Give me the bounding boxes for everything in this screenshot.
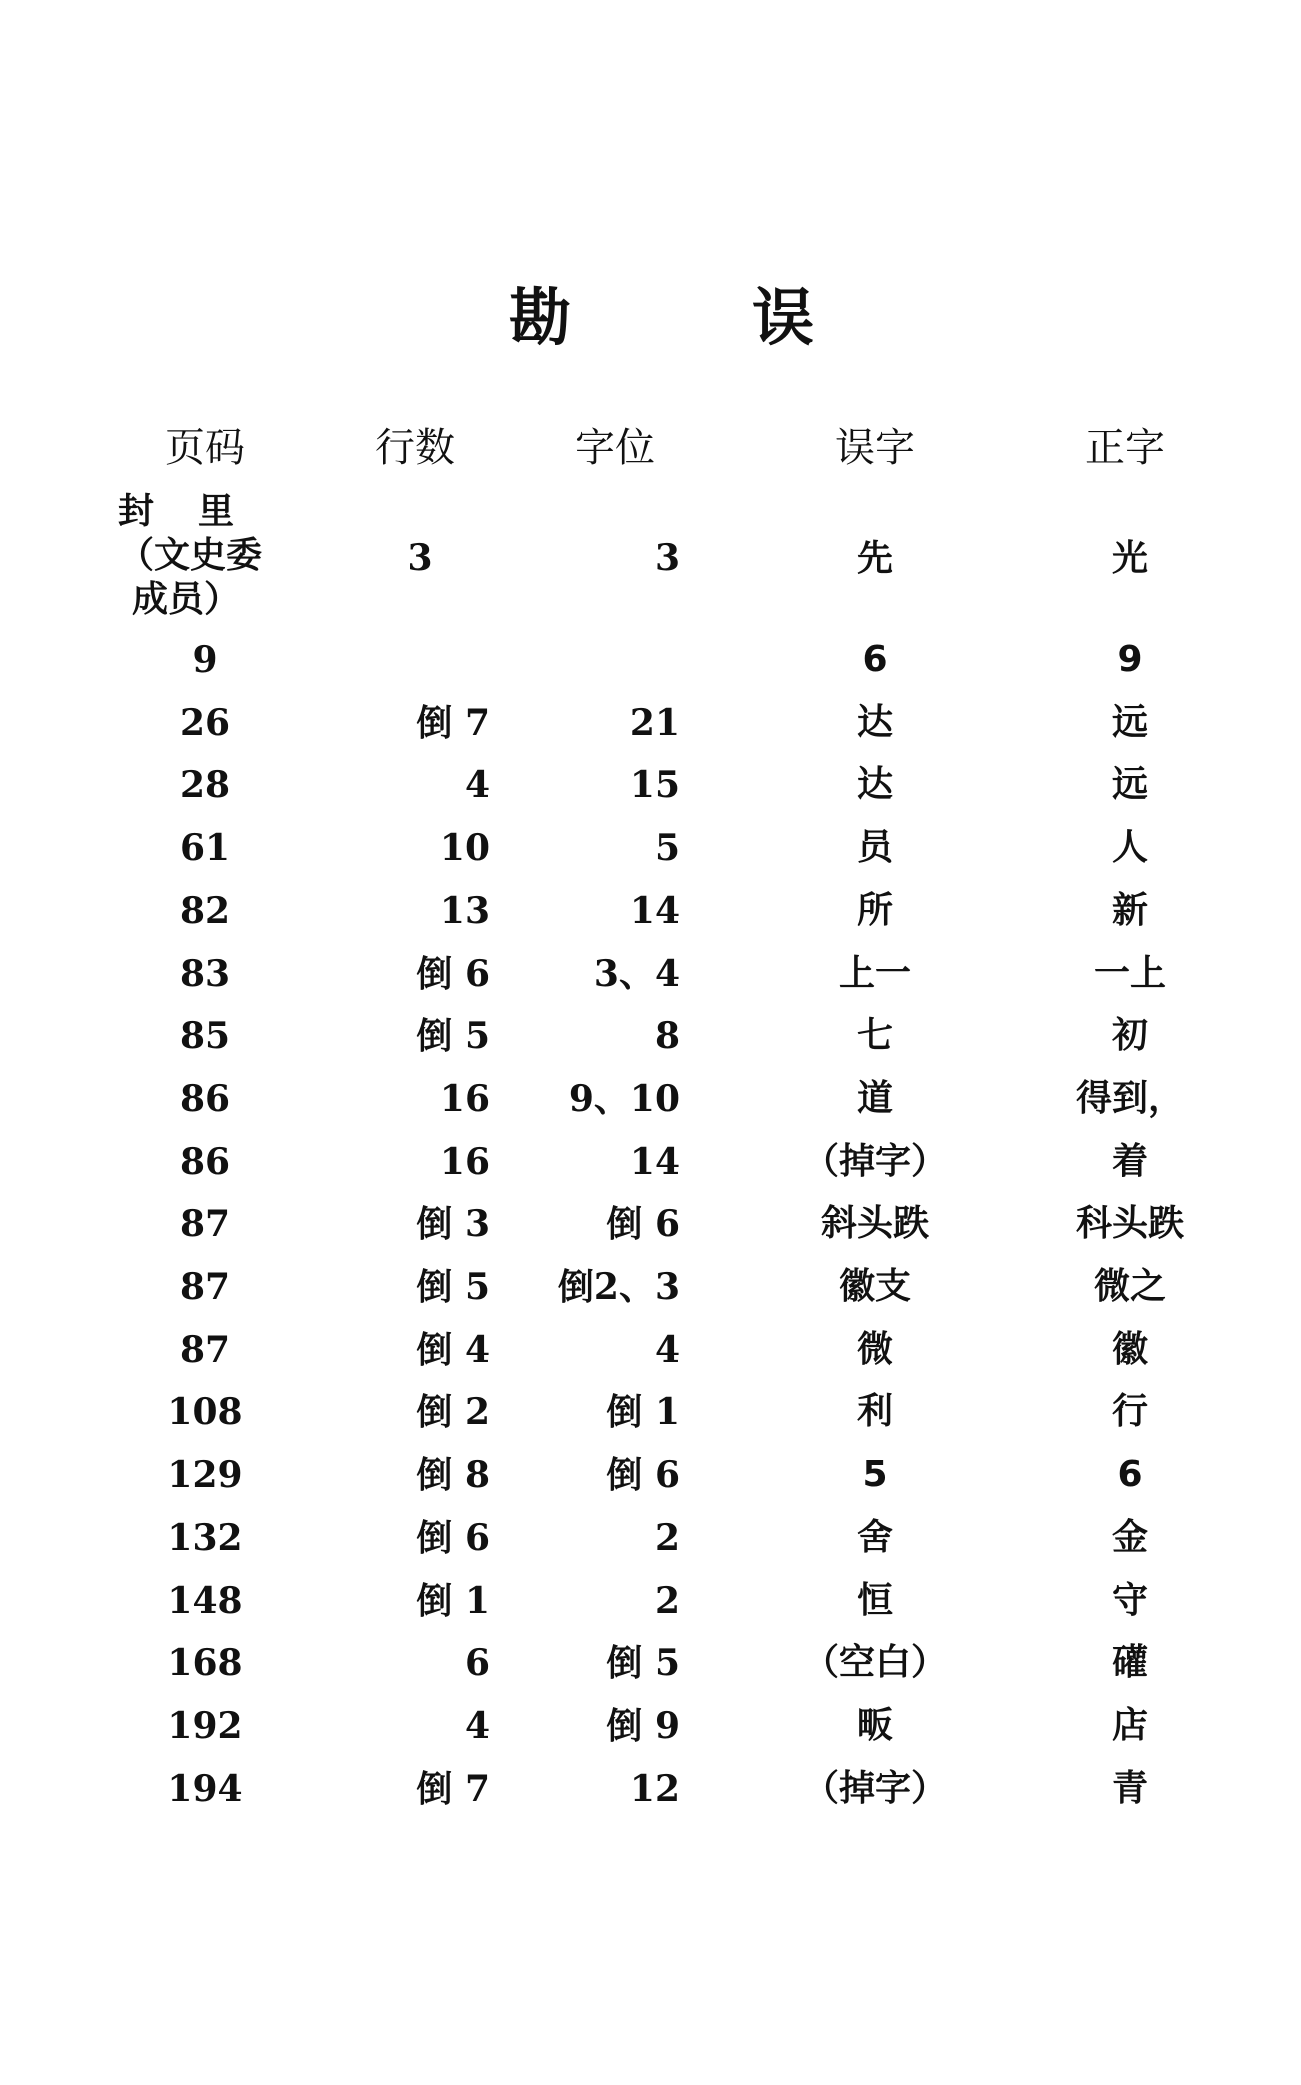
- wrong-cell: 斜头跌: [820, 1203, 929, 1244]
- page-cell: 87: [179, 1329, 231, 1371]
- position-cell: 倒2、3: [557, 1266, 680, 1308]
- correct-cell: 微之: [1093, 1266, 1166, 1307]
- position-cell: 倒 9: [606, 1705, 680, 1747]
- line-cell: 倒 3: [416, 1203, 490, 1245]
- wrong-cell: 先: [856, 537, 893, 579]
- table-row: [0, 630, 1301, 690]
- correct-cell: 远: [1111, 702, 1148, 743]
- position-cell: 8: [654, 1015, 680, 1057]
- page-cell: 108: [167, 1391, 243, 1433]
- table-row: [0, 881, 1301, 941]
- page-cell: 61: [179, 827, 231, 869]
- page-cell: 82: [179, 890, 231, 932]
- table-row: [0, 1320, 1301, 1380]
- line-cell: 16: [439, 1078, 490, 1120]
- page-cell: 28: [179, 764, 231, 806]
- correct-cell: 科头跌: [1075, 1203, 1184, 1244]
- page-cell-cover: [118, 490, 298, 622]
- table-row: [0, 1194, 1301, 1254]
- wrong-cell: 上一: [838, 953, 911, 994]
- wrong-cell: 微: [856, 1329, 893, 1370]
- position-cell: 5: [654, 827, 680, 869]
- position-cell: 倒 6: [606, 1454, 680, 1496]
- page-line-3: 成员）: [132, 579, 241, 620]
- line-cell: 倒 7: [416, 1768, 490, 1810]
- page-line-2: （文史委: [118, 535, 263, 576]
- table-row: [0, 1696, 1301, 1756]
- position-cell: 倒 1: [606, 1391, 680, 1433]
- header-line: 行数: [375, 425, 455, 471]
- correct-cell: 徽: [1111, 1329, 1148, 1370]
- correct-cell: 守: [1111, 1580, 1148, 1621]
- line-cell: 倒 4: [416, 1329, 490, 1371]
- page-cell: 194: [167, 1768, 243, 1810]
- line-cell: 倒 1: [416, 1580, 490, 1622]
- correct-cell: 6: [1117, 1454, 1143, 1495]
- correct-cell: 青: [1111, 1768, 1148, 1809]
- table-row: [0, 818, 1301, 878]
- table-row: [0, 1382, 1301, 1442]
- correct-cell: 着: [1111, 1141, 1148, 1182]
- wrong-cell: 道: [856, 1078, 893, 1119]
- wrong-cell: 员: [856, 827, 893, 868]
- line-cell: 倒 7: [416, 702, 490, 744]
- position-cell: 21: [629, 702, 680, 744]
- table-row: [0, 1633, 1301, 1693]
- line-cell: 6: [464, 1642, 490, 1684]
- table-row: [0, 1006, 1301, 1066]
- position-cell: 4: [654, 1329, 680, 1371]
- correct-cell: 远: [1111, 764, 1148, 805]
- position-cell: 3、4: [593, 953, 680, 995]
- page-cell: 148: [167, 1580, 243, 1622]
- page-cell: 85: [179, 1015, 231, 1057]
- line-cell: 倒 6: [416, 953, 490, 995]
- title-char-1: 勘: [508, 281, 571, 354]
- page-cell: 192: [167, 1705, 243, 1747]
- position-cell: 15: [629, 764, 680, 806]
- header-position: 字位: [575, 425, 655, 471]
- line-cell: 倒 5: [416, 1015, 490, 1057]
- table-row: [0, 944, 1301, 1004]
- wrong-cell: 利: [856, 1391, 893, 1432]
- table-row: [0, 1257, 1301, 1317]
- correct-cell: 初: [1111, 1015, 1148, 1056]
- line-cell: 倒 6: [416, 1517, 490, 1559]
- wrong-cell: 达: [856, 702, 893, 743]
- table-row: [0, 755, 1301, 815]
- wrong-cell: 6: [862, 639, 888, 680]
- wrong-cell: 达: [856, 764, 893, 805]
- wrong-cell: 所: [856, 890, 893, 931]
- position-cell: 14: [629, 1141, 680, 1183]
- correct-cell: 人: [1111, 827, 1148, 868]
- page-cell: 86: [179, 1078, 231, 1120]
- header-wrong: 误字: [835, 425, 915, 471]
- table-row: [0, 1508, 1301, 1568]
- position-cell: 14: [629, 890, 680, 932]
- correct-cell: 新: [1111, 890, 1148, 931]
- table-row: [0, 1759, 1301, 1819]
- line-cell: 倒 5: [416, 1266, 490, 1308]
- line-cell: 4: [464, 1705, 490, 1747]
- correct-cell: 礶: [1111, 1642, 1148, 1683]
- wrong-cell: 徽支: [838, 1266, 911, 1307]
- page-cell: 9: [192, 639, 218, 681]
- line-cell: 13: [439, 890, 490, 932]
- wrong-cell: 恒: [856, 1580, 893, 1621]
- correct-cell: 得到，: [1075, 1078, 1184, 1119]
- line-cell: 10: [439, 827, 490, 869]
- table-header-row: [0, 418, 1301, 478]
- page-cell: 168: [167, 1642, 243, 1684]
- correct-cell: 一上: [1093, 953, 1166, 994]
- page-cell: 26: [179, 702, 231, 744]
- wrong-cell: 5: [862, 1454, 888, 1495]
- position-cell: 倒 6: [606, 1203, 680, 1245]
- correct-cell: 光: [1111, 537, 1148, 579]
- wrong-cell: （掉字）: [802, 1768, 947, 1809]
- table-row: [0, 1132, 1301, 1192]
- page-line-1: 封里: [118, 491, 279, 532]
- table-row: [0, 1069, 1301, 1129]
- wrong-cell: （空白）: [802, 1642, 947, 1683]
- position-cell: [540, 630, 680, 690]
- position-cell: 倒 5: [606, 1642, 680, 1684]
- table-row: [0, 693, 1301, 753]
- wrong-cell: 舍: [856, 1517, 893, 1558]
- page-cell: 132: [167, 1517, 243, 1559]
- position-cell: 12: [629, 1768, 680, 1810]
- table-row: [0, 1571, 1301, 1631]
- line-cell: 倒 2: [416, 1391, 490, 1433]
- line-cell: 16: [439, 1141, 490, 1183]
- position-cell: 2: [654, 1580, 680, 1622]
- correct-cell: 金: [1111, 1517, 1148, 1558]
- line-cell: 4: [464, 764, 490, 806]
- page-cell: 86: [179, 1141, 231, 1183]
- position-cell: 3: [654, 537, 680, 579]
- title-char-2: 误: [751, 281, 814, 354]
- page-cell: 87: [179, 1266, 231, 1308]
- correct-cell: 9: [1117, 639, 1143, 680]
- header-correct: 正字: [1085, 425, 1165, 471]
- wrong-cell: 七: [856, 1015, 893, 1056]
- wrong-cell: （掉字）: [802, 1141, 947, 1182]
- line-cell: [330, 630, 490, 690]
- correct-cell: 行: [1111, 1391, 1148, 1432]
- wrong-cell: 畈: [856, 1705, 893, 1746]
- correct-cell: 店: [1111, 1705, 1148, 1746]
- page-title: [0, 268, 1301, 358]
- line-cell: 3: [407, 537, 433, 579]
- page-cell: 87: [179, 1203, 231, 1245]
- page-cell: 83: [179, 953, 231, 995]
- page-cell: 129: [167, 1454, 243, 1496]
- line-cell: 倒 8: [416, 1454, 490, 1496]
- position-cell: 2: [654, 1517, 680, 1559]
- header-page: 页码: [165, 425, 245, 471]
- table-row-cover: [0, 490, 1301, 630]
- position-cell: 9、10: [568, 1078, 680, 1120]
- table-row: [0, 1445, 1301, 1505]
